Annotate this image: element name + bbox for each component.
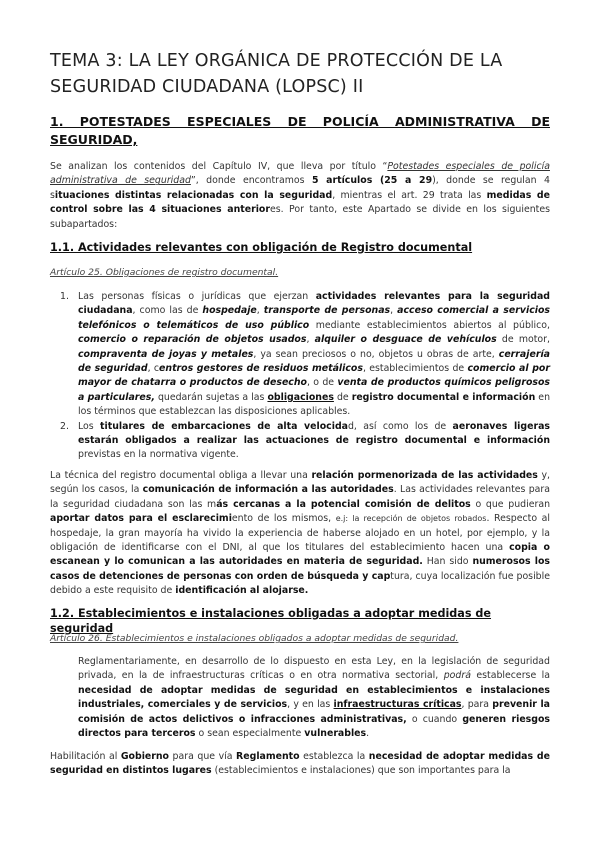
article-26-title: Artículo 26. Establecimientos e instalaciones obligados a adoptar medidas de seguridad. <box>50 633 459 644</box>
registro-explanation: La técnica del registro documental obliga a llevar una relación pormenorizada de las actividades y, según los casos, la comunicación de información a las autoridades. Las actividades relevantes para la seguridad ciudadana son las más cercanas a la potencial comisión de delitos o que pudieran aportar datos para el esclarecimiento de los mismos, e.j: la recepción de objetos robados. Respecto al hospedaje, la gran mayoría ha vivido la experiencia de haberse alojado en un hotel, por ejemplo, y la obligación de identificarse con el DNI, al que los titulares del establecimiento hacen una copia o escanean y lo comunican a las autoridades en materia de seguridad. Han sido numerosos los casos de detenciones de personas con orden de búsqueda y captura, cuya localización fue posible debido a este requisito de identificación al alojarse. <box>50 470 551 597</box>
subsection-1-1-heading: 1.1. Actividades relevantes con obligación de Registro documental <box>50 241 473 254</box>
section-1-heading: 1. POTESTADES ESPECIALES DE POLICÍA ADMINISTRATIVA DE SEGURIDAD, <box>50 114 550 147</box>
subsection-1-2-heading: 1.2. Establecimientos e instalaciones obligadas a adoptar medidas de seguridad <box>50 607 492 635</box>
article-25-title: Artículo 25. Obligaciones de registro documental. <box>50 267 279 278</box>
page-title: TEMA 3: LA LEY ORGÁNICA DE PROTECCIÓN DE LA SEGURIDAD CIUDADANA (LOPSC) II <box>50 51 503 97</box>
list-item: 1. Las personas físicas o jurídicas que ejerzan actividades relevantes para la seguridad ciudadana, como las de hospedaje, transporte de personas, acceso comercial a servicios telefónicos o telemáticos de uso público mediante establecimientos abiertos al público, comercio o reparación de objetos usados, alquiler o desguace de vehículos de motor, compraventa de joyas y metales, ya sean preciosos o no, objetos u obras de arte, cerrajería de seguridad, centros gestores de residuos metálicos, establecimientos de comercio al por mayor de chatarra o productos de desecho, o de venta de productos químicos peligrosos a particulares, quedarán sujetas a las obligaciones de registro documental e información en los términos que establezcan las disposiciones aplicables. <box>60 291 551 418</box>
section-1-intro: Se analizan los contenidos del Capítulo IV, que lleva por título “Potestades especiales de policía administrativa de seguridad”, donde encontramos 5 artículos (25 a 29), donde se regulan 4 situaciones distintas relacionadas con la seguridad, mientras el art. 29 trata las medidas de control sobre las 4 situaciones anteriores. Por tanto, este Apartado se divide en los siguientes subapartados: <box>50 161 550 230</box>
habilitacion-paragraph: Habilitación al Gobierno para que vía Reglamento establezca la necesidad de adoptar medidas de seguridad en distintos lugares (establecimientos e instalaciones) que son importantes para la <box>50 751 550 777</box>
article-26-text: Reglamentariamente, en desarrollo de lo dispuesto en esta Ley, en la legislación de seguridad privada, en la de infraestructuras críticas o en otra normativa sectorial, podrá establecerse la necesidad de adoptar medidas de seguridad en establecimientos e instalaciones industriales, comerciales y de servicios, y en las infraestructuras críticas, para prevenir la comisión de actos delictivos o infracciones administrativas, o cuando generen riesgos directos para terceros o sean especialmente vulnerables. <box>78 656 550 740</box>
article-25-list <box>50 290 550 463</box>
list-item: 2. Los titulares de embarcaciones de alta velocidad, así como los de aeronaves ligeras estarán obligados a realizar las actuaciones de registro documental e información previstas en la normativa vigente. <box>60 420 550 461</box>
